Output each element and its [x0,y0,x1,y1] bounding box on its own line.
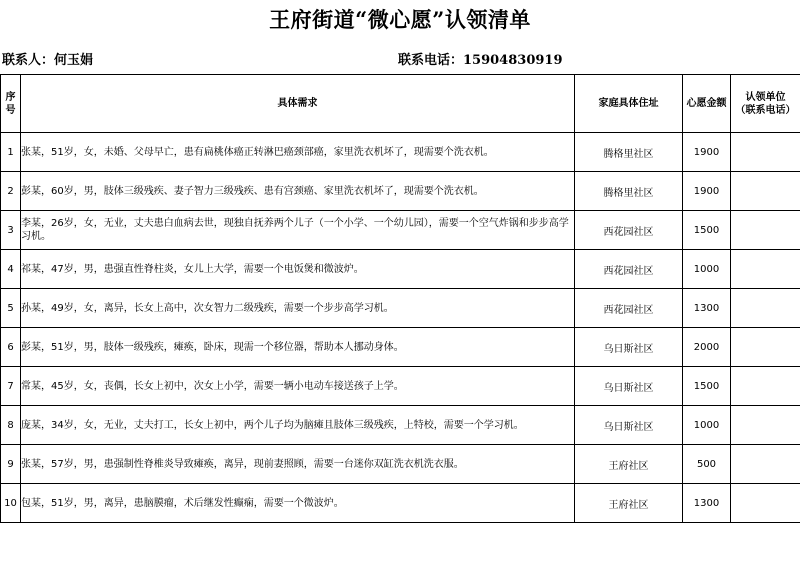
row-amount: 1000 [683,406,731,445]
row-unit[interactable] [731,484,800,523]
row-index: 9 [1,445,21,484]
row-unit[interactable] [731,445,800,484]
row-amount: 1300 [683,484,731,523]
row-index: 10 [1,484,21,523]
row-need: 孙某，49岁，女，离异，长女上高中，次女智力二级残疾，需要一个步步高学习机。 [21,289,575,328]
row-need: 庞某，34岁，女，无业，丈夫打工，长女上初中，两个儿子均为脑瘫且肢体三级残疾，上特校，需要一个学习机。 [21,406,575,445]
row-index: 8 [1,406,21,445]
row-amount: 1900 [683,133,731,172]
row-amount: 500 [683,445,731,484]
table-row [1,484,800,523]
contact-person: 联系人：何玉娟 [2,53,94,68]
table-row [1,211,800,250]
row-index: 3 [1,211,21,250]
table-row [1,328,800,367]
table-row [1,445,800,484]
row-need: 张某，51岁，女，未婚、父母早亡，患有扁桃体癌正转淋巴癌颈部癌，家里洗衣机坏了，现需要个洗衣机。 [21,133,575,172]
row-amount: 1000 [683,250,731,289]
row-unit[interactable] [731,328,800,367]
row-unit[interactable] [731,250,800,289]
row-need: 彭某，51岁，男，肢体一级残疾，瘫痪，卧床，现需一个移位器，帮助本人挪动身体。 [21,328,575,367]
table-row [1,133,800,172]
table-header-row [1,75,800,133]
row-need: 包某，51岁，男，离异，患脑膜瘤，术后继发性癫痫，需要一个微波炉。 [21,484,575,523]
row-amount: 1500 [683,367,731,406]
header-unit [731,75,800,133]
row-index: 6 [1,328,21,367]
contact-row [0,40,800,74]
table-row [1,367,800,406]
row-address: 腾格里社区 [575,172,683,211]
row-unit[interactable] [731,289,800,328]
header-unit-line2: （联系电话） [735,104,796,116]
row-index: 4 [1,250,21,289]
row-unit[interactable] [731,211,800,250]
row-unit[interactable] [731,133,800,172]
row-address: 腾格里社区 [575,133,683,172]
row-address: 乌日斯社区 [575,406,683,445]
document-title: 王府街道“微心愿”认领清单 [269,7,531,32]
header-need: 具体需求 [21,75,575,133]
row-need: 彭某，60岁，男，肢体三级残疾、妻子智力三级残疾、患有宫颈癌、家里洗衣机坏了，现需要个洗衣机。 [21,172,575,211]
row-amount: 1900 [683,172,731,211]
row-address: 王府社区 [575,484,683,523]
header-amount: 心愿金额 [683,75,731,133]
header-index: 序号 [1,75,21,133]
row-unit[interactable] [731,367,800,406]
row-index: 1 [1,133,21,172]
table-row [1,172,800,211]
row-address: 乌日斯社区 [575,328,683,367]
row-need: 常某，45岁，女，丧偶，长女上初中，次女上小学，需要一辆小电动车接送孩子上学。 [21,367,575,406]
contact-phone: 联系电话：15904830919 [398,53,563,68]
row-address: 西花园社区 [575,250,683,289]
row-address: 西花园社区 [575,289,683,328]
header-unit-line1: 认领单位 [745,91,786,103]
row-unit[interactable] [731,172,800,211]
row-amount: 2000 [683,328,731,367]
header-address: 家庭具体住址 [575,75,683,133]
row-address: 西花园社区 [575,211,683,250]
table-row [1,289,800,328]
row-need: 祁某，47岁，男，患强直性脊柱炎，女儿上大学，需要一个电饭煲和微波炉。 [21,250,575,289]
row-address: 王府社区 [575,445,683,484]
row-address: 乌日斯社区 [575,367,683,406]
row-index: 7 [1,367,21,406]
row-index: 2 [1,172,21,211]
row-unit[interactable] [731,406,800,445]
row-need: 张某，57岁，男，患强制性脊椎炎导致瘫痪，离异，现前妻照顾，需要一台迷你双缸洗衣机洗衣服。 [21,445,575,484]
table-row [1,250,800,289]
row-amount: 1300 [683,289,731,328]
wish-table [0,74,800,523]
row-need: 李某，26岁，女，无业，丈夫患白血病去世，现独自抚养两个儿子（一个小学、一个幼儿园），需要一个空气炸锅和步步高学习机。 [21,211,575,250]
row-index: 5 [1,289,21,328]
row-amount: 1500 [683,211,731,250]
table-row [1,406,800,445]
